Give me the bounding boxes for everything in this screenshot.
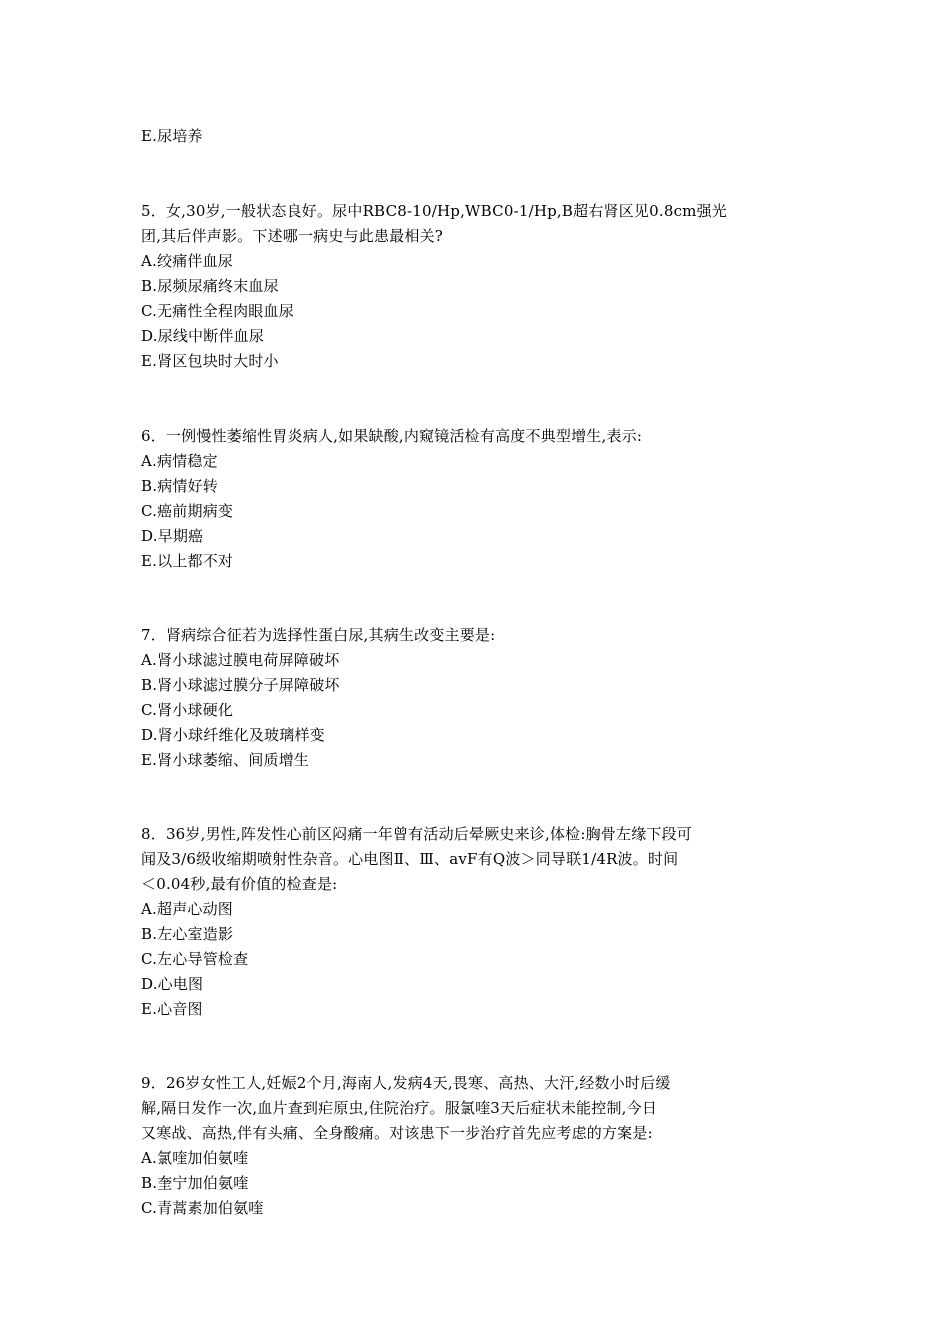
- option-line: A.病情稳定: [141, 452, 218, 470]
- question-stem-line: ＜0.04秒,最有价值的检查是:: [141, 875, 338, 893]
- question-stem-line: 又寒战、高热,伴有头痛、全身酸痛。对该患下一步治疗首先应考虑的方案是:: [141, 1124, 653, 1142]
- option-line: B.尿频尿痛终末血尿: [141, 277, 279, 295]
- option-line: A.肾小球滤过膜电荷屏障破坏: [141, 651, 340, 669]
- option-line: B.左心室造影: [141, 925, 234, 943]
- option-line: C.癌前期病变: [141, 502, 234, 520]
- option-line: B.肾小球滤过膜分子屏障破坏: [141, 676, 340, 694]
- question-stem-line: 闻及3/6级收缩期喷射性杂音。心电图Ⅱ、Ⅲ、avF有Q波＞同导联1/4R波。时间: [141, 850, 679, 868]
- option-line: B.奎宁加伯氨喹: [141, 1174, 249, 1192]
- question-stem-line: 团,其后伴声影。下述哪一病史与此患最相关?: [141, 227, 444, 245]
- option-line: A.超声心动图: [141, 900, 234, 918]
- option-line: A.绞痛伴血尿: [141, 252, 234, 270]
- question-stem-line: 5．女,30岁,一般状态良好。尿中RBC8-10/Hp,WBC0-1/Hp,B超右肾区见0.8cm强光: [141, 202, 728, 220]
- option-line: B.病情好转: [141, 477, 218, 495]
- option-line: D.早期癌: [141, 527, 204, 545]
- option-line: E.肾区包块时大时小: [141, 352, 279, 370]
- option-line: C.无痛性全程肉眼血尿: [141, 302, 294, 320]
- question-stem-line: 6．一例慢性萎缩性胃炎病人,如果缺酸,内窥镜活检有高度不典型增生,表示:: [141, 427, 643, 445]
- option-line: D.尿线中断伴血尿: [141, 327, 265, 345]
- option-line: E.以上都不对: [141, 552, 234, 570]
- option-line: E.尿培养: [141, 127, 203, 145]
- option-line: C.青蒿素加伯氨喹: [141, 1199, 264, 1217]
- question-stem-line: 解,隔日发作一次,血片查到疟原虫,住院治疗。服氯喹3天后症状未能控制,今日: [141, 1099, 658, 1117]
- question-stem-line: 9．26岁女性工人,妊娠2个月,海南人,发病4天,畏寒、高热、大汗,经数小时后缓: [141, 1074, 671, 1092]
- option-line: C.肾小球硬化: [141, 701, 234, 719]
- option-line: D.肾小球纤维化及玻璃样变: [141, 726, 325, 744]
- question-stem-line: 8．36岁,男性,阵发性心前区闷痛一年曾有活动后晕厥史来诊,体检:胸骨左缘下段可: [141, 825, 692, 843]
- question-stem-line: 7．肾病综合征若为选择性蛋白尿,其病生改变主要是:: [141, 626, 496, 644]
- option-line: E.心音图: [141, 1000, 203, 1018]
- option-line: A.氯喹加伯氨喹: [141, 1149, 249, 1167]
- option-line: E.肾小球萎缩、间质增生: [141, 751, 310, 769]
- option-line: C.左心导管检查: [141, 950, 249, 968]
- option-line: D.心电图: [141, 975, 204, 993]
